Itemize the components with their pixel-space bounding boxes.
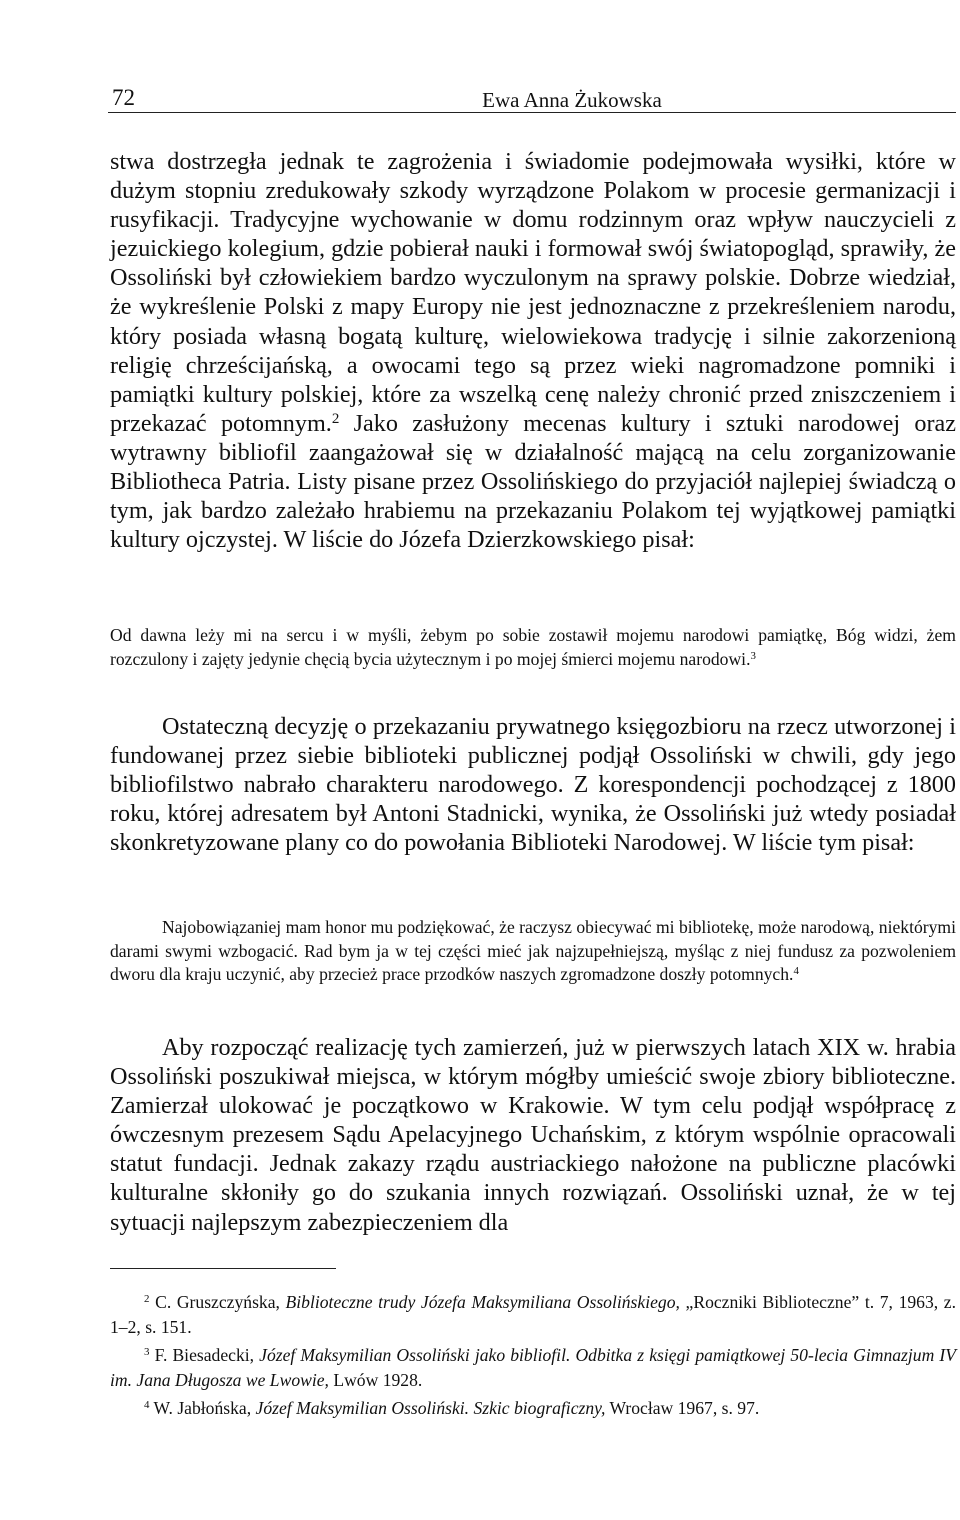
footnote-number: 4 [144,1399,150,1412]
block-quote-1 [110,624,956,671]
footnote-number: 3 [144,1346,150,1359]
footnote-reference: 3 [750,649,756,662]
footnote-reference: 2 [331,410,340,427]
footnote-2 [110,1290,956,1339]
footnote-author: F. Biesadecki, [149,1345,260,1366]
footnote-title: Biblioteczne trudy Józefa Maksymiliana Ossolińskiego, [285,1292,680,1312]
quote-text: Najobowiązaniej mam honor mu podziękować, że raczysz obiecywać mi bibliotekę, może narodową, niektórymi darami swymi wzbogacić. Rad bym ja w tej części mieć jak najzupełniejszą, myśląc z niej fundusz za pozwoleniem dworu dla kraju uczynić, aby przecież prace przodków naszych zgromadzone doszły potomnych. [110,917,956,985]
footnote-author: W. Jabłońska, [149,1398,256,1419]
block-quote-2 [110,916,956,987]
footnote-3 [110,1343,956,1392]
footnote-number: 2 [144,1293,150,1305]
paragraph-text: Ostateczną decyzję o przekazaniu prywatnego księgozbioru na rzecz utworzonej i fundowanej przez siebie biblioteki publicznej podjął Ossoliński w chwili, gdy jego bibliofilstwo nabrało charakteru narodowego. Z korespondencji pochodzącej z 1800 roku, której adresatem był Antoni Stadnicki, wynika, że Ossoliński już wtedy posiadał skonkretyzowane plany co do powołania Biblioteki Narodowej. W liście tym pisał: [110,713,956,857]
footnotes [110,1290,956,1421]
paragraph-text: Aby rozpocząć realizację tych zamierzeń, już w pierwszych latach XIX w. hrabia Ossoliński poszukiwał miejsca, w którym mógłby umieścić swoje zbiory biblioteczne. Zamierzał ulokować je początkowo w Krakowie. W tym celu podjął współpracę z ówczesnym prezesem Sądu Apelacyjnego Uchańskim, z którym wspólnie opracowali statut fundacji. Jednak zakazy rządu austriackiego nałożone na publiczne placówki kulturalne skłoniły go do szukania innych rozwiązań. Ossoliński uznał, że w tej sytuacji najlepszym zabezpieczeniem dla [110,1034,956,1236]
page-header [108,86,956,113]
body-paragraph-3 [110,1033,956,1237]
footnote-details: „Roczniki Biblioteczne” t. 7, 1963, z. 1–2, s. 151. [110,1292,956,1337]
page-number: 72 [112,85,135,110]
footnote-author: C. Gruszczyńska, [149,1292,286,1312]
body-paragraph-2 [110,712,956,857]
paragraph-text: Jako zasłużony mecenas kultury i sztuki narodowej oraz wytrawny bibliofil zaangażował się w działalność mającą na celu zorganizowanie Bibliotheca Patria. Listy pisane przez Ossolińskiego do przyjaciół najlepiej świadczą o tym, jak bardzo zależało hrabiemu na przekazaniu Polakom tej wyjątkowej pamiątki kultury ojczystej. W liście do Józefa Dzierzkowskiego pisał: [110,409,956,554]
footnote-details: Lwów 1928. [328,1369,423,1390]
paragraph-text: stwa dostrzegła jednak te zagrożenia i świadomie podejmowała wysiłki, które w dużym stopniu zredukowały szkody wyrządzone Polakom w procesie germanizacji i rusyfikacji. Tradycyjne wychowanie w domu rodzinnym oraz wpływ nauczycieli z jezuickiego kolegium, gdzie pobierał nauki i formował swój światopogląd, sprawiły, że Ossoliński był człowiekiem bardzo wyczulonym na sprawy polskie. Dobrze wiedział, że wykreślenie Polski z mapy Europy nie jest jednoznaczne z przekreśleniem narodu, który posiada własną bogatą kulturę, wielowiekowa tradycję i silnie zakorzenioną religię chrześcijańską, a owocami tego są przez wieki nagromadzone pomniki i pamiątki kultury polskiej, które za wszelką cenę należy chronić przed zniszczeniem i przekazać potomnym. [110,148,956,437]
footnote-title: Józef Maksymilian Ossoliński. Szkic biograficzny, [255,1398,606,1419]
footnote-divider [110,1268,336,1269]
footnote-reference: 4 [793,965,799,978]
running-title: Ewa Anna Żukowska [482,88,662,112]
footnote-title: Józef Maksymilian Ossoliński jako bibliofil. Odbitka z księgi pamiątkowej 50-lecia Gimnazjum IV im. Jana Długosza we Lwowie, [110,1345,956,1390]
footnote-details: Wrocław 1967, s. 97. [605,1398,760,1419]
quote-text: Od dawna leży mi na sercu i w myśli, żebym po sobie zostawił mojemu narodowi pamiątkę, Bóg widzi, żem rozczulony i zajęty jedynie chęcią bycia użytecznym i po mojej śmierci mojemu narodowi. [110,625,956,669]
body-paragraph-1 [110,147,956,554]
footnote-4 [110,1396,956,1421]
